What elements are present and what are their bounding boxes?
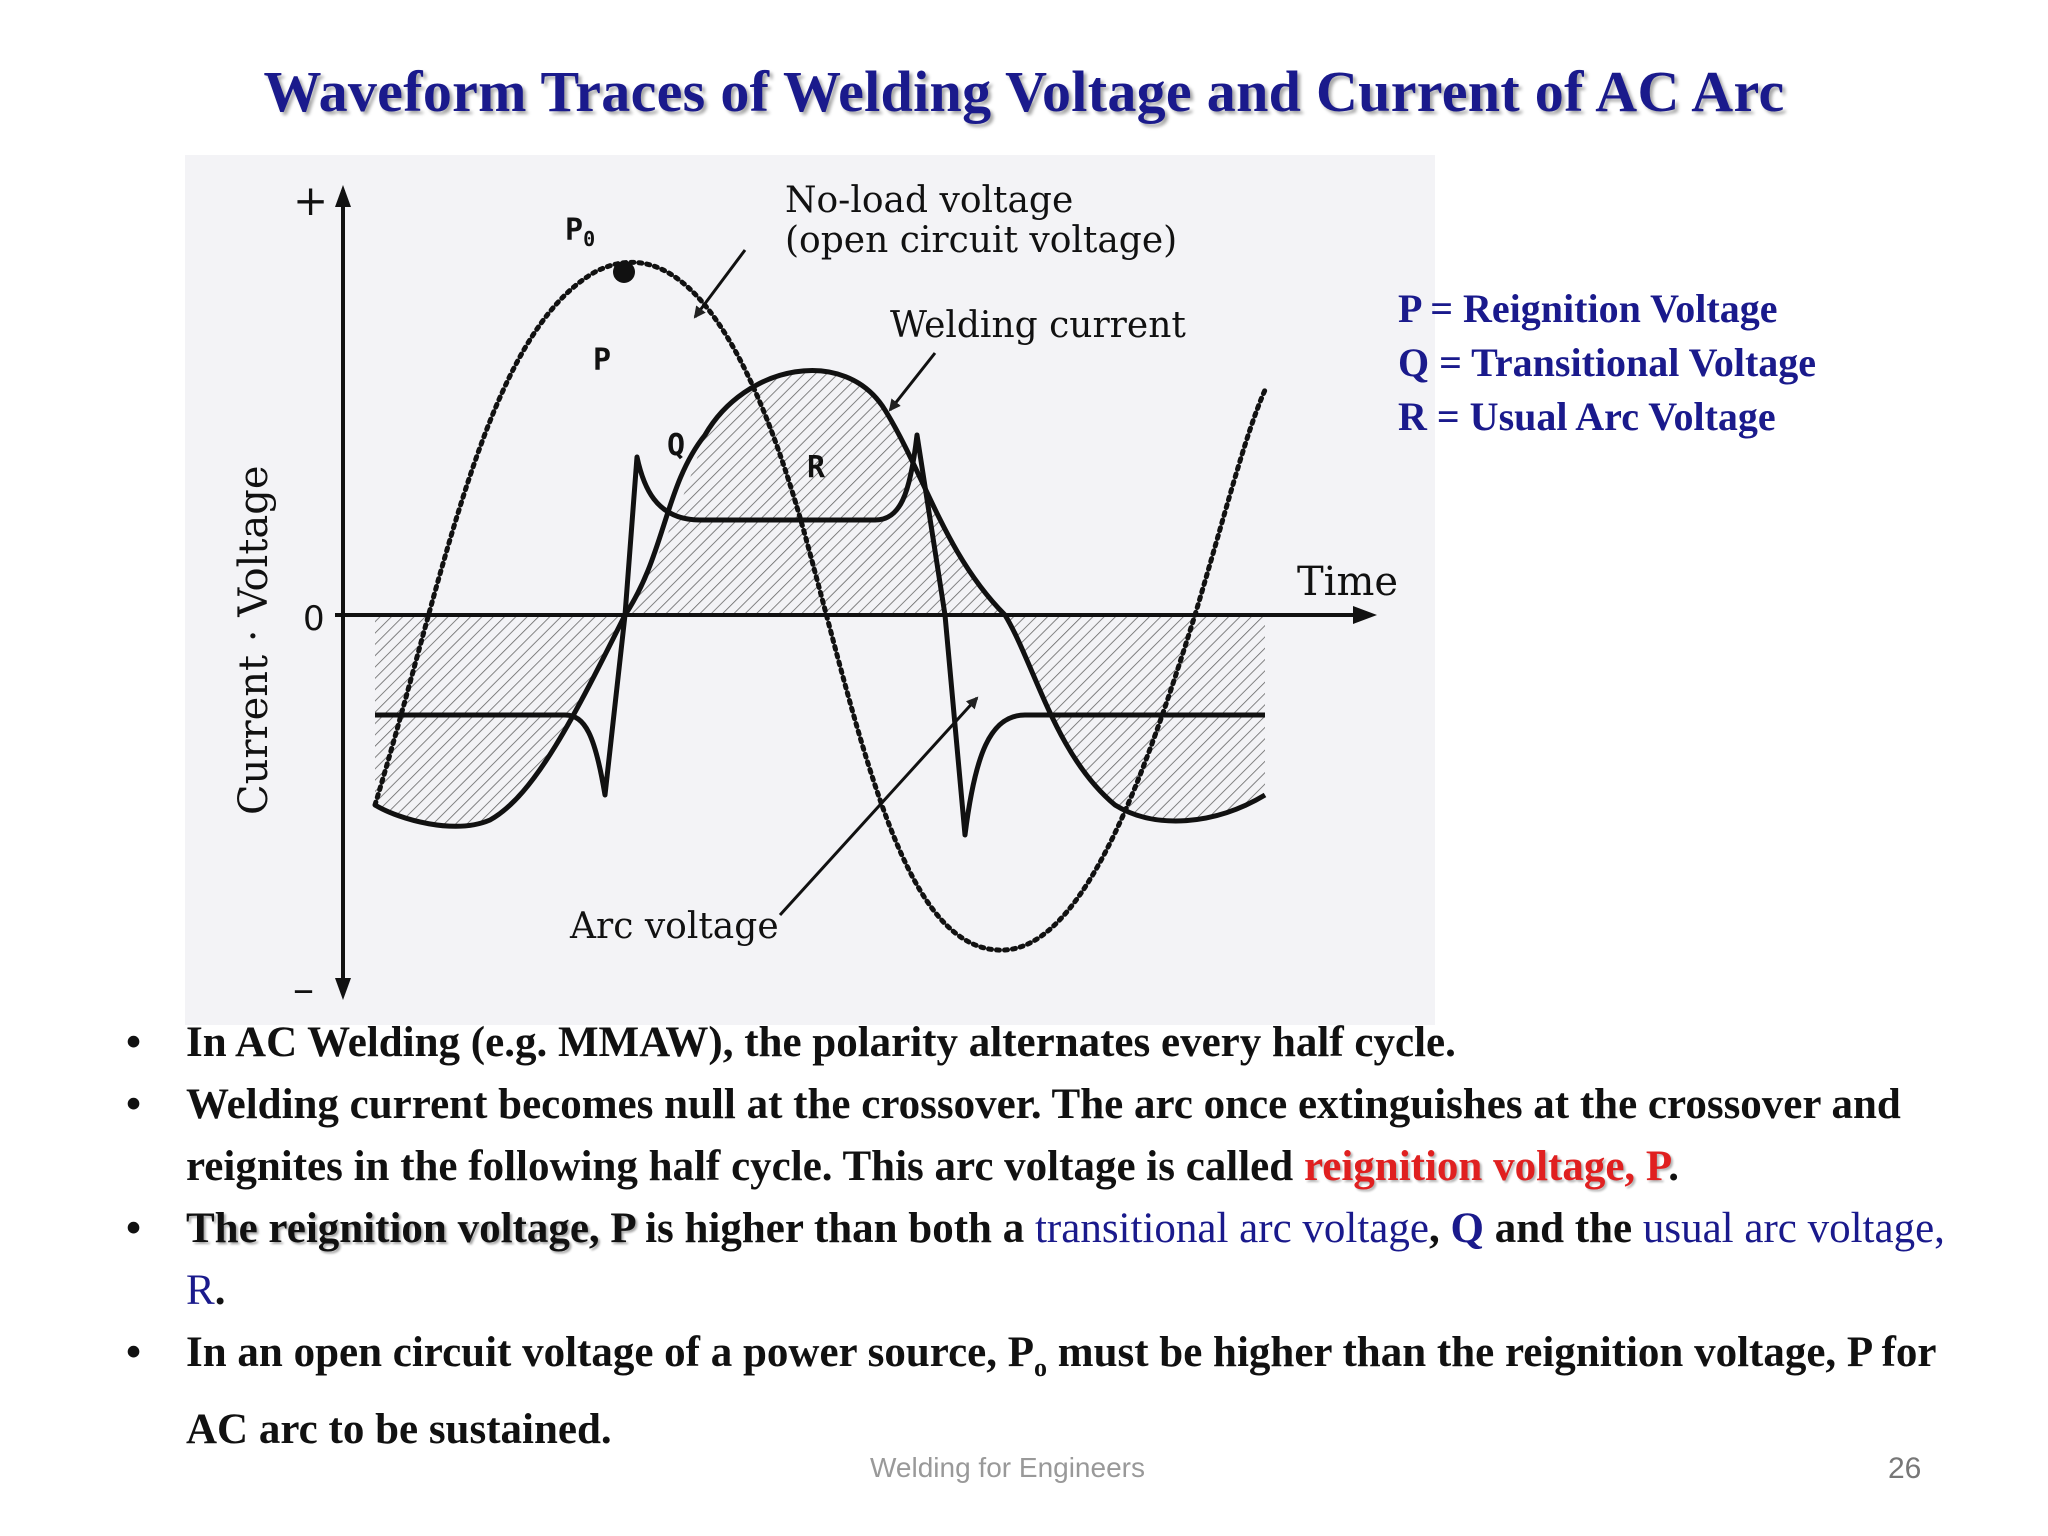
minus-sign: –: [293, 964, 314, 1013]
p-label: P: [593, 343, 612, 378]
bullet-dot: •: [126, 1081, 142, 1128]
bullet-item-2: [120, 1074, 1980, 1198]
legend-q: Q = Transitional Voltage: [1398, 340, 1817, 385]
waveform-figure: [185, 155, 1435, 1025]
slide-footer: Welding for Engineers: [870, 1452, 1145, 1483]
bullet-dot: •: [126, 1329, 142, 1376]
bullet-dot: •: [126, 1205, 142, 1252]
p0-subscript: o: [1034, 1353, 1048, 1382]
time-label: Time: [1297, 559, 1399, 605]
bullet-3-end: .: [214, 1267, 226, 1314]
bullet-3-part-b: and the: [1483, 1205, 1643, 1252]
bullet-list: [120, 1012, 1980, 1461]
bullet-4-part-b: must be higher than the reignition voltage, P for AC arc to be sustained.: [186, 1329, 1936, 1453]
bullet-2-text: Welding current becomes null at the crossover. The arc once extinguishes at the crossover and reignites in the following half cycle. This arc voltage is called: [186, 1081, 1901, 1190]
bullet-item-1: [120, 1012, 1980, 1074]
pqr-legend: [1398, 282, 1816, 444]
q-emphasis: Q: [1450, 1205, 1484, 1252]
r-label: R: [807, 450, 826, 485]
reignition-voltage-emphasis: reignition voltage, P: [1303, 1143, 1669, 1190]
plus-sign: +: [293, 176, 329, 225]
q-label: Q: [667, 428, 686, 463]
p0-point: [613, 261, 635, 283]
legend-p: P = Reignition Voltage: [1398, 286, 1778, 331]
reignition-voltage-shadow-text: The reignition voltage, P: [186, 1205, 635, 1252]
bullet-3-part-a: is higher than both a: [634, 1205, 1035, 1252]
page-number: 26: [1888, 1452, 1922, 1485]
p0-label: $P_0$: [565, 213, 596, 251]
bullet-item-4: [120, 1322, 1980, 1461]
bullet-3-comma: ,: [1428, 1205, 1451, 1252]
waveform-diagram: [185, 155, 1435, 1025]
bullet-2-end: .: [1668, 1143, 1679, 1190]
legend-r: R = Usual Arc Voltage: [1398, 394, 1776, 439]
welding-current-label: Welding current: [890, 305, 1186, 346]
bullet-dot: •: [126, 1019, 142, 1066]
slide-title: Waveform Traces of Welding Voltage and Current of AC Arc: [263, 59, 1785, 124]
usual-arc-voltage-emphasis: usual arc voltage, R: [186, 1205, 1945, 1314]
bullet-1-text: In AC Welding (e.g. MMAW), the polarity alternates every half cycle.: [186, 1019, 1456, 1066]
bullet-item-3: [120, 1198, 1980, 1322]
y-axis-label: Current · Voltage: [231, 465, 277, 815]
transitional-arc-voltage-emphasis: transitional arc voltage: [1034, 1205, 1429, 1252]
zero-label: 0: [303, 599, 325, 639]
no-load-voltage-label: No-load voltage (open circuit voltage): [785, 180, 1178, 261]
bullet-4-part-a: In an open circuit voltage of a power source, P: [186, 1329, 1035, 1376]
arc-voltage-label: Arc voltage: [570, 906, 779, 947]
